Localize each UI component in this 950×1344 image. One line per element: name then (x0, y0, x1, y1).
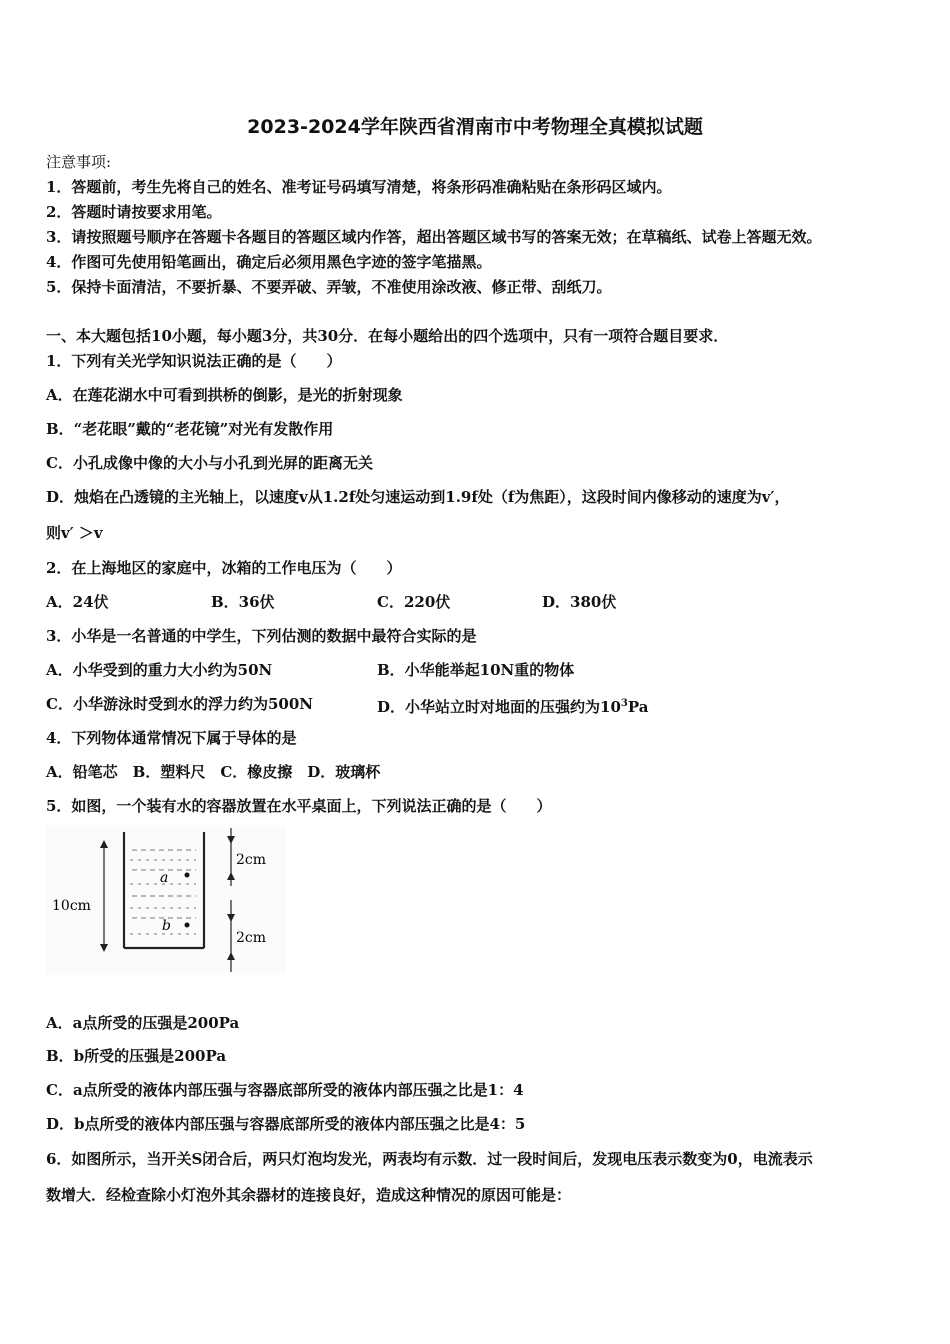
question-3-option-b: B．小华能举起10N重的物体 (377, 661, 575, 679)
question-4-stem: 4．下列物体通常情况下属于导体的是 (46, 729, 297, 747)
question-1-option-d: D．烛焰在凸透镜的主光轴上，以速度v从1.2f处匀速运动到1.9f处（f为焦距），这段时间内像移动的速度为v′， (46, 488, 790, 506)
question-2-option-b: B．36伏 (211, 593, 275, 611)
question-5-option-b: B．b所受的压强是200Pa (46, 1047, 227, 1065)
note-item: 2．答题时请按要求用笔。 (46, 203, 222, 221)
question-5-option-c: C．a点所受的液体内部压强与容器底部所受的液体内部压强之比是1：4 (46, 1081, 524, 1099)
note-item: 4．作图可先使用铅笔画出，确定后必须用黑色字迹的签字笔描黑。 (46, 253, 492, 271)
label-top-2cm: 2cm (236, 852, 267, 868)
question-4-options: A．铅笔芯 B．塑料尺 C．橡皮擦 D．玻璃杯 (46, 763, 381, 781)
question-3-option-a: A．小华受到的重力大小约为50N (46, 661, 273, 679)
question-3-option-d: D．小华站立时对地面的压强约为$10^3Pa$ (377, 698, 649, 716)
question-5-stem: 5．如图，一个装有水的容器放置在水平桌面上，下列说法正确的是（ ） (46, 797, 552, 815)
question-5-option-a: A．a点所受的压强是200Pa (46, 1014, 240, 1032)
question-1-option-b: B．“老花眼”戴的“老花镜”对光有发散作用 (46, 420, 334, 438)
notes-heading: 注意事项: (46, 153, 112, 171)
section-heading: 一、本大题包括10小题，每小题3分，共30分．在每小题给出的四个选项中，只有一项符合题目要求． (46, 327, 729, 345)
question-1-option-d-cont: 则v′ ＞v (46, 524, 103, 542)
page-title: 2023-2024学年陕西省渭南市中考物理全真模拟试题 (247, 116, 703, 138)
note-item: 1．答题前，考生先将自己的姓名、准考证号码填写清楚，将条形码准确粘贴在条形码区域内。 (46, 178, 672, 196)
question-5-option-d: D．b点所受的液体内部压强与容器底部所受的液体内部压强之比是4：5 (46, 1115, 526, 1133)
label-bottom-2cm: 2cm (236, 930, 267, 946)
point-b-dot (185, 923, 190, 928)
container-figure (46, 826, 286, 974)
label-10cm: 10cm (52, 898, 91, 914)
point-a-label: a (160, 870, 169, 886)
question-3-stem: 3．小华是一名普通的中学生，下列估测的数据中最符合实际的是 (46, 627, 477, 645)
point-b-label: b (162, 918, 171, 934)
note-item: 5．保持卡面清洁，不要折暴、不要弄破、弄皱，不准使用涂改液、修正带、刮纸刀。 (46, 278, 612, 296)
point-a-dot (185, 873, 190, 878)
question-1-option-a: A．在莲花湖水中可看到拱桥的倒影，是光的折射现象 (46, 386, 403, 404)
question-2-option-a: A．24伏 (46, 593, 109, 611)
question-3-option-c: C．小华游泳时受到水的浮力约为500N (46, 695, 313, 713)
question-1-stem: 1．下列有关光学知识说法正确的是（ ） (46, 352, 342, 370)
question-6-stem-cont: 数增大．经检查除小灯泡外其余器材的连接良好，造成这种情况的原因可能是： (46, 1186, 572, 1204)
container-diagram (46, 826, 286, 974)
question-2-option-c: C．220伏 (377, 593, 451, 611)
question-1-option-c: C．小孔成像中像的大小与小孔到光屏的距离无关 (46, 454, 373, 472)
question-2-option-d: D．380伏 (542, 593, 617, 611)
question-2-stem: 2．在上海地区的家庭中，冰箱的工作电压为（ ） (46, 559, 402, 577)
note-item: 3．请按照题号顺序在答题卡各题目的答题区域内作答，超出答题区域书写的答案无效；在草稿纸、试卷上答题无效。 (46, 228, 822, 246)
question-6-stem: 6．如图所示，当开关S闭合后，两只灯泡均发光，两表均有示数．过一段时间后，发现电压表示数变为0，电流表示 (46, 1150, 813, 1168)
